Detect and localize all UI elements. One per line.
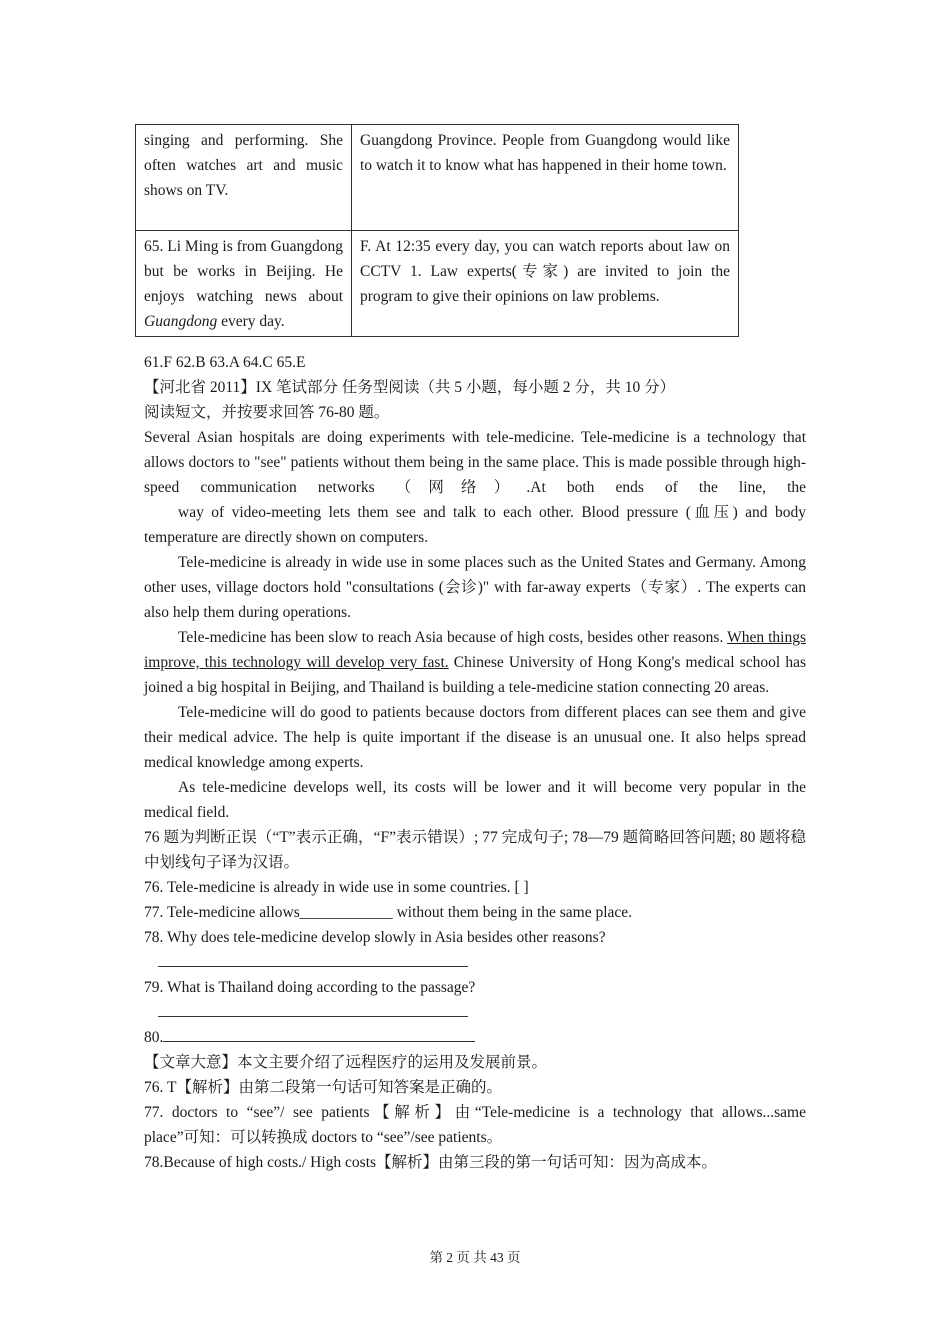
instruction: 阅读短文，并按要求回答 76-80 题。: [144, 404, 390, 421]
main-text: [144, 350, 806, 1175]
cell-spacer: [360, 178, 730, 203]
passage-paragraph-5: As tele-medicine develops well, its costs will be lower and it will become very popular in the medical field.: [144, 779, 806, 821]
passage-text: way of video-meeting lets them see and talk to each other. Blood pressure (血压) and body temperature are directly shown on computers.: [144, 504, 806, 546]
cell-text: singing and performing. She often watches art and music shows on TV.: [144, 132, 343, 199]
table-row: [136, 231, 739, 337]
matching-table: [135, 124, 739, 337]
analysis-78: 78.Because of high costs./ High costs【解析】由第三段的第一句话可知：因为高成本。: [144, 1154, 718, 1171]
page-footer: 第 2 页 共 43 页: [429, 1250, 521, 1265]
cell-text: every day.: [217, 313, 285, 330]
cell-text: Guangdong Province. People from Guangdong would like to watch it to know what has happened in their home town.: [360, 132, 730, 174]
answer-key: 61.F 62.B 63.A 64.C 65.E: [144, 354, 306, 371]
table-cell-left: [136, 231, 352, 337]
analysis-76: 76. T【解析】由第二段第一句话可知答案是正确的。: [144, 1079, 502, 1096]
passage-paragraph-4: Tele-medicine will do good to patients because doctors from different places can see them and give their medical advice. The help is quite important if the disease is an unusual one. It also helps spread medical knowledge among experts.: [144, 704, 806, 771]
answer-blank: ____________: [299, 904, 393, 921]
answer-blank: [158, 1002, 468, 1017]
question-77: [144, 900, 806, 925]
cell-text: F. At 12:35 every day, you can watch reports about law on CCTV 1. Law experts(专家) are invited to join the program to give their opinions on law problems.: [360, 238, 730, 305]
underlined-sentence: When things improve, this technology will develop very fast.: [144, 629, 806, 671]
section-header: 【河北省 2011】IX 笔试部分 任务型阅读（共 5 小题，每小题 2 分，共 10 分）: [144, 379, 676, 396]
table-cell-right: [352, 125, 739, 231]
passage-paragraph-1a: Several Asian hospitals are doing experiments with tele-medicine. Tele-medicine is a technology that allows doctors to "see" patients without them being in the same place. This is made possible through high-speed communication networks （网络）.At both ends of the line, the: [144, 429, 806, 496]
answer-blank: [163, 1027, 475, 1042]
question-text: without them being in the same place.: [392, 904, 633, 921]
question-76: 76. Tele-medicine is already in wide use in some countries. [ ]: [144, 879, 529, 896]
table-row: [136, 125, 739, 231]
task-instruction: 76 题为判断正误（“T”表示正确，“F”表示错误）; 77 完成句子; 78—79 题简略回答问题; 80 题将稳中划线句子译为汉语。: [144, 829, 806, 871]
answer-line: [144, 1000, 806, 1025]
question-79: 79. What is Thailand doing according to the passage?: [144, 979, 476, 996]
table-cell-right: [352, 231, 739, 337]
question-78: 78. Why does tele-medicine develop slowly in Asia besides other reasons?: [144, 929, 606, 946]
question-text: 77. Tele-medicine allows: [144, 904, 300, 921]
passage-paragraph-3: [144, 625, 806, 700]
table-cell-left: [136, 125, 352, 231]
passage-paragraph-2: Tele-medicine is already in wide use in some places such as the United States and Germany. Among other uses, village doctors hold "consultations (会诊)" with far-away experts（专家）. The experts can also help them during operations.: [144, 554, 806, 621]
question-80: [144, 1025, 806, 1050]
answer-line: [144, 950, 806, 975]
passage-text: Tele-medicine has been slow to reach Asia because of high costs, besides other reasons.: [178, 629, 728, 646]
answer-blank: [158, 952, 468, 967]
passage-paragraph-1b: [144, 500, 806, 550]
question-number: 80.: [144, 1029, 164, 1046]
analysis-77b: place”可知：可以转换成 doctors to “see”/see patients。: [144, 1129, 503, 1146]
cell-italic-text: Guangdong: [144, 313, 218, 330]
cell-spacer: [144, 203, 343, 228]
passage-text: Chinese University of Hong Kong's medical school has joined a big hospital in Beijing, and Thailand is building a tele-medicine station connecting 20 areas.: [144, 654, 807, 696]
cell-text: 65. Li Ming is from Guangdong but be works in Beijing. He enjoys watching news about: [144, 238, 343, 305]
article-summary: 【文章大意】本文主要介绍了远程医疗的运用及发展前景。: [144, 1054, 548, 1071]
analysis-77a: 77. doctors to “see”/ see patients【解析】由“Tele-medicine is a technology that allows...same: [144, 1104, 806, 1121]
